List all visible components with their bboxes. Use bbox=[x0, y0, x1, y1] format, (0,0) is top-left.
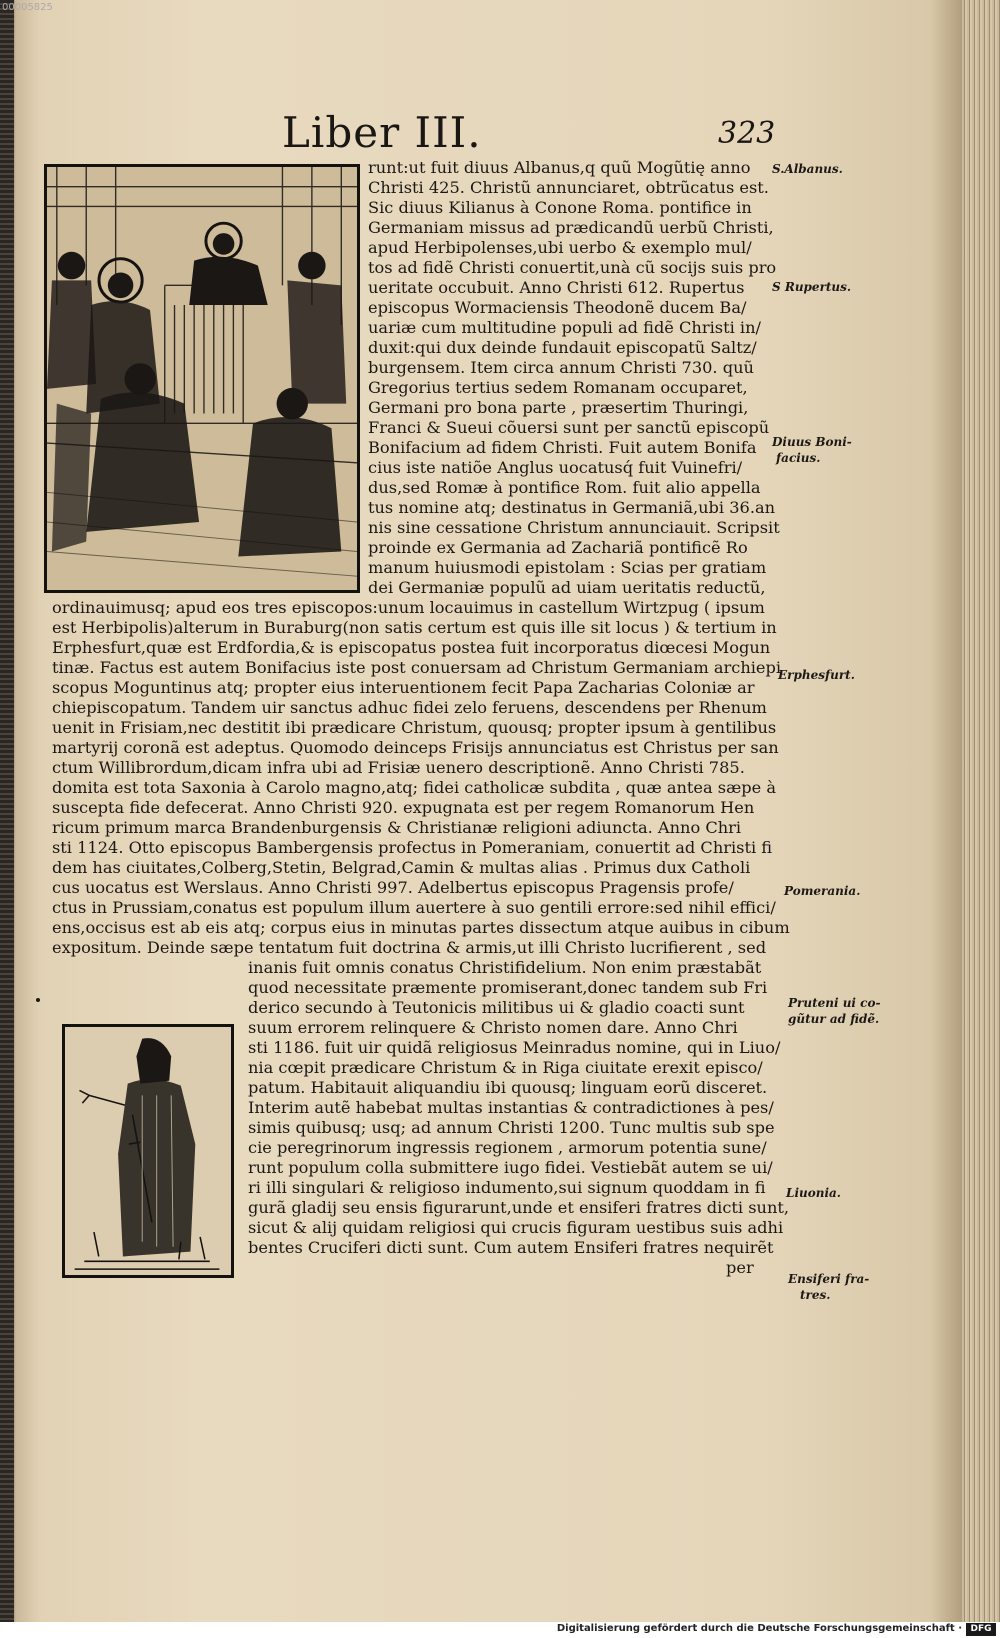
text-line: tos ad fidẽ Christi conuertit,unà cũ socijs suis pro bbox=[368, 258, 777, 277]
text-line: Erphesfurt,quæ est Erdfordia,& is episcopatus postea fuit incorporatus diœcesi Mogun bbox=[52, 638, 771, 657]
text-line: episcopus Wormaciensis Theodonẽ ducem Ba/ bbox=[368, 298, 747, 317]
text-line: nis sine cessatione Christum annunciauit. Scripsit bbox=[368, 518, 780, 537]
text-line: scopus Moguntinus atq; propter eius interuentionem fecit Papa Zacharias Coloniæ ar bbox=[52, 678, 755, 697]
text-line: Sic diuus Kilianus à Conone Roma. pontifice in bbox=[368, 198, 752, 217]
woodcut-ensiferi-knight bbox=[62, 1024, 234, 1278]
text-line: expositum. Deinde sæpe tentatum fuit doctrina & armis,ut illi Christo lucrifierent , sed bbox=[52, 938, 767, 957]
text-line: derico secundo à Teutonicis militibus ui & gladio coacti sunt bbox=[248, 998, 745, 1017]
digitization-footer bbox=[0, 1622, 1000, 1638]
text-line: cie peregrinorum ingressis regionem , armorum potentia sune/ bbox=[248, 1138, 767, 1157]
text-line: sti 1124. Otto episcopus Bambergensis profectus in Pomeraniam, conuertit ad Christi fi bbox=[52, 838, 773, 857]
text-line: sti 1186. fuit uir quidã religiosus Meinradus nomine, qui in Liuo/ bbox=[248, 1038, 781, 1057]
woodcut-knight-illustration bbox=[65, 1027, 231, 1275]
text-line: suum errorem relinquere & Christo nomen dare. Anno Chri bbox=[248, 1018, 738, 1037]
text-line: ctum Willibrordum,dicam infra ubi ad Frisiæ uenero descriptionẽ. Anno Christi 785. bbox=[52, 758, 745, 777]
margin-note: S.Albanus. bbox=[772, 162, 843, 176]
text-line: domita est tota Saxonia à Carolo magno,atq; fidei catholicæ subdita , quæ antea sæpe à bbox=[52, 778, 777, 797]
text-line: dus,sed Romæ à pontifice Rom. fuit alio appella bbox=[368, 478, 761, 497]
text-line: Interim autẽ habebat multas instantias & contradictiones à pes/ bbox=[248, 1098, 774, 1117]
text-line: Bonifacium ad fidem Christi. Fuit autem Bonifa bbox=[368, 438, 757, 457]
text-line: ens,occisus est ab eis atq; corpus eius in minutas partes dissectum atque auibus in cibum bbox=[52, 918, 790, 937]
text-line: inanis fuit omnis conatus Christifidelium. Non enim præstabãt bbox=[248, 958, 762, 977]
text-line: tinæ. Factus est autem Bonifacius iste post conuersam ad Christum Germaniam archiepi bbox=[52, 658, 782, 677]
text-line: duxit:qui dux deinde fundauit episcopatũ Saltz/ bbox=[368, 338, 757, 357]
text-line: Germaniam missus ad prædicandũ uerbũ Christi, bbox=[368, 218, 774, 237]
margin-note: gũtur ad fidẽ. bbox=[788, 1012, 880, 1026]
woodcut-preaching-illustration bbox=[47, 167, 357, 590]
text-line: cius iste natiõe Anglus uocatusq́ fuit Vuinefri/ bbox=[368, 458, 743, 477]
margin-note: Pruteni ui co- bbox=[788, 996, 881, 1010]
text-line: apud Herbipolenses,ubi uerbo & exemplo mul/ bbox=[368, 238, 752, 257]
woodcut-preaching-scene bbox=[44, 164, 360, 593]
text-line: uenit in Frisiam,nec destitit ibi prædicare Christum, quousq; propter ipsum à gentilibus bbox=[52, 718, 777, 737]
text-line: cus uocatus est Werslaus. Anno Christi 997. Adelbertus episcopus Pragensis profe/ bbox=[52, 878, 734, 897]
text-line: Gregorius tertius sedem Romanam occuparet, bbox=[368, 378, 748, 397]
text-line: dei Germaniæ populũ ad uiam ueritatis reductũ, bbox=[368, 578, 766, 597]
margin-note: Erphesfurt. bbox=[778, 668, 855, 682]
text-line: Germani pro bona parte , præsertim Thuringi, bbox=[368, 398, 749, 417]
folio-number: 323 bbox=[718, 116, 776, 151]
text-line: simis quibusq; usq; ad annum Christi 1200. Tunc multis sub spe bbox=[248, 1118, 775, 1137]
page-stack-edge bbox=[962, 0, 1000, 1638]
margin-note: Ensiferi fra- bbox=[788, 1272, 870, 1286]
text-line: runt populum colla submittere iugo fidei. Vestiebãt autem se ui/ bbox=[248, 1158, 773, 1177]
corner-shelfmark: 00005825 bbox=[2, 2, 53, 13]
text-line: manum huiusmodi epistolam : Scias per gratiam bbox=[368, 558, 767, 577]
text-line: ricum primum marca Brandenburgensis & Christianæ religioni adiuncta. Anno Chri bbox=[52, 818, 742, 837]
margin-note: S Rupertus. bbox=[772, 280, 852, 294]
text-line: martyrij coronã est adeptus. Quomodo deinceps Frisijs annunciatus est Christus per san bbox=[52, 738, 779, 757]
margin-note: facius. bbox=[776, 451, 821, 465]
text-line: patum. Habitauit aliquandiu ibi quousq; linguam eorũ disceret. bbox=[248, 1078, 768, 1097]
text-line: ueritate occubuit. Anno Christi 612. Rupertus bbox=[368, 278, 745, 297]
book-binding-edge bbox=[0, 0, 14, 1638]
text-line: sicut & alij quidam religiosi qui crucis figuram uestibus suis adhi bbox=[248, 1218, 784, 1237]
margin-note: Diuus Boni- bbox=[772, 435, 852, 449]
text-line: tus nomine atq; destinatus in Germaniã,ubi 36.an bbox=[368, 498, 776, 517]
text-line: bentes Cruciferi dicti sunt. Cum autem Ensiferi fratres nequirẽt bbox=[248, 1238, 774, 1257]
footer-credit: Digitalisierung gefördert durch die Deutsche Forschungsgemeinschaft · bbox=[556, 1623, 962, 1634]
text-line: Franci & Sueui cõuersi sunt per sanctũ episcopũ bbox=[368, 418, 770, 437]
text-line: burgensem. Item circa annum Christi 730. quũ bbox=[368, 358, 754, 377]
text-line: dem has ciuitates,Colberg,Stetin, Belgrad,Camin & multas alias . Primus dux Catholi bbox=[52, 858, 751, 877]
running-head: Liber III. bbox=[282, 108, 482, 157]
margin-note: Pomerania. bbox=[784, 884, 861, 898]
margin-note: Liuonia. bbox=[786, 1186, 841, 1200]
text-line: ctus in Prussiam,conatus est populum illum auertere à suo gentili errore:sed nihil effici/ bbox=[52, 898, 776, 917]
text-line: suscepta fide defecerat. Anno Christi 920. expugnata est per regem Romanorum Hen bbox=[52, 798, 755, 817]
text-line: gurã gladij seu ensis figurarunt,unde et ensiferi fratres dicti sunt, bbox=[248, 1198, 790, 1217]
text-line: ri illi singulari & religioso indumento,sui signum quoddam in fi bbox=[248, 1178, 766, 1197]
text-line: chiepiscopatum. Tandem uir sanctus adhuc fidei zelo feruens, descendens per Rhenum bbox=[52, 698, 767, 717]
text-line: nia cœpit prædicare Christum & in Riga ciuitate erexit episco/ bbox=[248, 1058, 763, 1077]
text-line: est Herbipolis)alterum in Buraburg(non satis certum est quis ille sit locus ) & tertium in bbox=[52, 618, 777, 637]
catchword: per bbox=[726, 1258, 754, 1277]
text-line: quod necessitate præmente promiserant,donec tandem sub Fri bbox=[248, 978, 768, 997]
margin-note: tres. bbox=[800, 1288, 831, 1302]
text-line: Christi 425. Christũ annunciaret, obtrũcatus est. bbox=[368, 178, 769, 197]
text-line: ordinauimusq; apud eos tres episcopos:unum locauimus in castellum Wirtzpug ( ipsum bbox=[52, 598, 765, 617]
dfg-logo: DFG bbox=[966, 1623, 996, 1636]
text-line: proinde ex Germania ad Zachariã pontificẽ Ro bbox=[368, 538, 748, 557]
paragraph-mark bbox=[36, 998, 40, 1002]
text-line: uariæ cum multitudine populi ad fidẽ Christi in/ bbox=[368, 318, 761, 337]
text-line: runt:ut fuit diuus Albanus,q quũ Mogũtię anno bbox=[368, 158, 751, 177]
